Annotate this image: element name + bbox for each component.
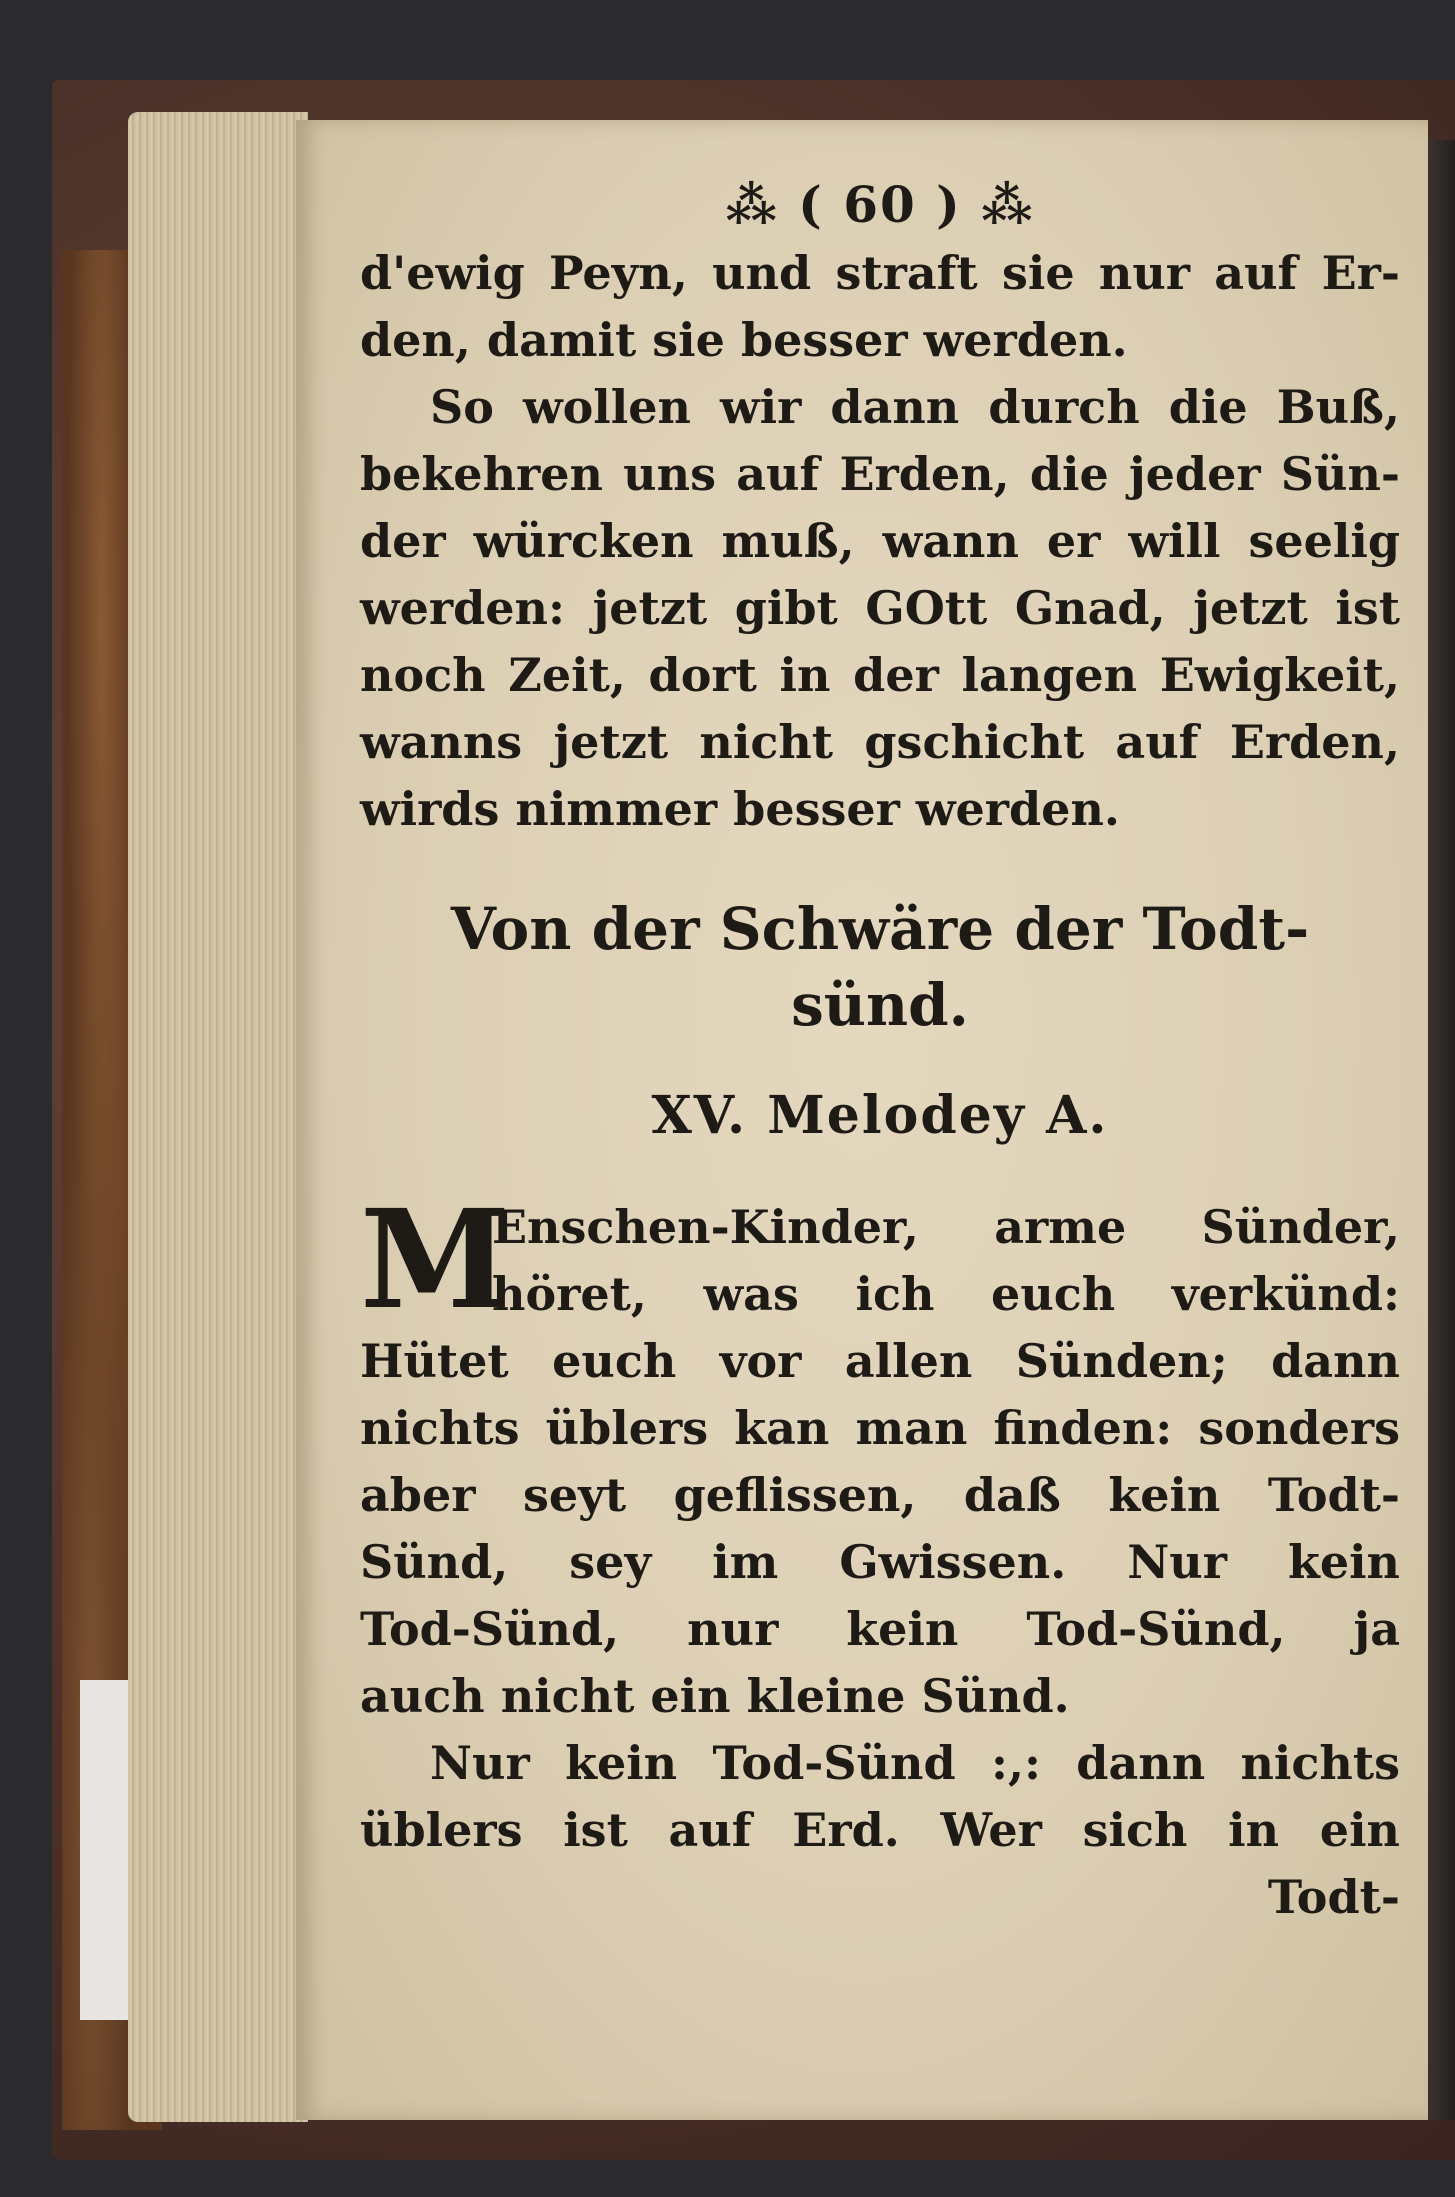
section-title-line-2: sünd.: [791, 971, 969, 1039]
melody-label: XV. Melodey A.: [651, 1085, 1109, 1146]
text-line: So wollen wir dann durch die Buß,: [430, 380, 1400, 434]
text-line: bekehren uns auf Erden, die jeder Sün-: [360, 447, 1400, 501]
text-line: Hütet euch vor allen Sünden; dann: [360, 1334, 1400, 1388]
text-line: d'ewig Peyn, und straft sie nur auf Er-: [360, 246, 1400, 300]
verse: [360, 1180, 1400, 1730]
text-line: Tod-Sünd, nur kein Tod-Sünd, ja: [360, 1602, 1400, 1656]
text-line: Sünd, sey im Gwissen. Nur kein: [360, 1535, 1400, 1589]
page-edges: [128, 112, 308, 2122]
text-line: aber seyt geflissen, daß kein Todt-: [360, 1468, 1400, 1522]
text-line: nichts üblers kan man finden: sonders: [360, 1401, 1400, 1455]
text-line: den, damit sie besser werden.: [360, 313, 1128, 367]
text-line: höret, was ich euch verkünd:: [492, 1267, 1400, 1321]
page-number-header: ⁂ ( 60 ) ⁂: [725, 175, 1035, 234]
text-line: wanns jetzt nicht gschicht auf Erden,: [360, 715, 1400, 769]
text-line: wirds nimmer besser werden.: [360, 782, 1120, 836]
catchword: Todt-: [1267, 1870, 1400, 1924]
paragraph-2: [360, 374, 1400, 843]
text-line: noch Zeit, dort in der langen Ewigkeit,: [360, 648, 1400, 702]
facing-page-shadow: [1428, 140, 1455, 2120]
section-title: [360, 891, 1400, 1043]
bookmark-strip: [80, 1680, 128, 2020]
text-line: auch nicht ein kleine Sünd.: [360, 1669, 1070, 1723]
page-text: [360, 170, 1400, 1931]
paragraph-1: [360, 240, 1400, 374]
drop-cap-initial: M: [360, 1180, 511, 1340]
refrain: [360, 1730, 1400, 1931]
text-line: üblers ist auf Erd. Wer sich in ein: [360, 1803, 1400, 1857]
text-line: werden: jetzt gibt GOtt Gnad, jetzt ist: [360, 581, 1400, 635]
section-title-line-1: Von der Schwäre der Todt-: [450, 895, 1310, 963]
text-line: Enschen-Kinder, arme Sünder,: [492, 1200, 1400, 1254]
text-line: der würcken muß, wann er will seelig: [360, 514, 1400, 568]
text-line: Nur kein Tod-Sünd :,: dann nichts: [430, 1736, 1400, 1790]
